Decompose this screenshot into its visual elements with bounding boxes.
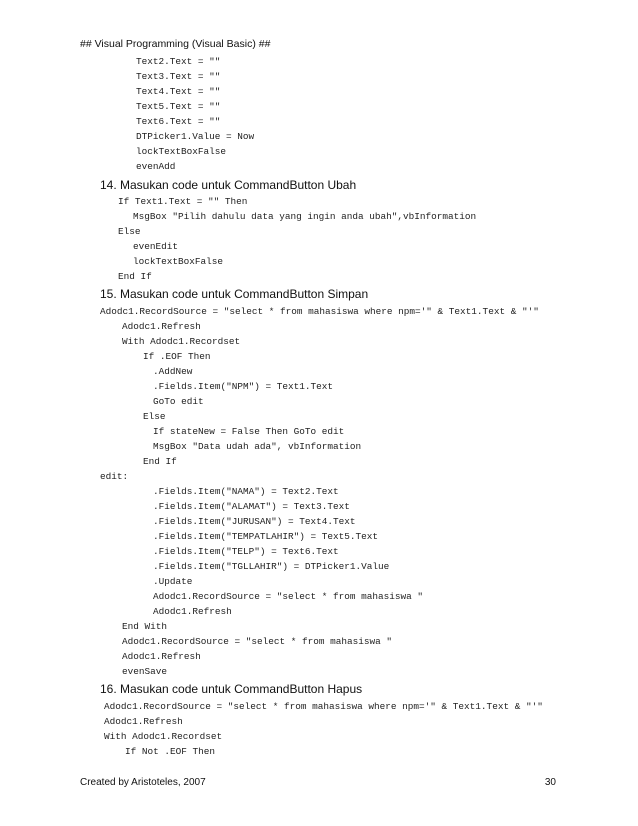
- code-line: If .EOF Then: [143, 351, 211, 362]
- section-heading-16: 16. Masukan code untuk CommandButton Hapus: [100, 682, 363, 696]
- code-line: If Text1.Text = "" Then: [118, 196, 248, 207]
- code-line: Adodc1.RecordSource = "select * from mahasiswa where npm='" & Text1.Text & "'": [100, 306, 539, 317]
- code-line: .Fields.Item("ALAMAT") = Text3.Text: [153, 501, 350, 512]
- code-line: Adodc1.Refresh: [153, 606, 232, 617]
- code-line: MsgBox "Pilih dahulu data yang ingin anda ubah",vbInformation: [133, 211, 477, 222]
- code-line: End If: [118, 271, 152, 282]
- code-line: DTPicker1.Value = Now: [136, 131, 255, 142]
- code-line: Text5.Text = "": [136, 101, 221, 112]
- code-line: .Fields.Item("NAMA") = Text2.Text: [153, 486, 339, 497]
- code-line: End With: [122, 621, 168, 632]
- section-heading-14: 14. Masukan code untuk CommandButton Ubah: [100, 178, 357, 192]
- code-line: Adodc1.Refresh: [122, 321, 201, 332]
- code-line: Adodc1.RecordSource = "select * from mahasiswa ": [153, 591, 424, 602]
- code-line: Text4.Text = "": [136, 86, 221, 97]
- code-line: lockTextBoxFalse: [136, 146, 227, 157]
- code-line: evenEdit: [133, 241, 179, 252]
- code-line: evenAdd: [136, 161, 176, 172]
- page-header: ## Visual Programming (Visual Basic) ##: [80, 38, 271, 50]
- code-line: End If: [143, 456, 177, 467]
- code-line: Adodc1.Refresh: [104, 716, 183, 727]
- code-line: GoTo edit: [153, 396, 204, 407]
- code-line: Adodc1.RecordSource = "select * from mahasiswa where npm='" & Text1.Text & "'": [104, 701, 543, 712]
- section-heading-15: 15. Masukan code untuk CommandButton Simpan: [100, 287, 369, 301]
- code-line: .Fields.Item("TELP") = Text6.Text: [153, 546, 339, 557]
- code-line: Else: [118, 226, 141, 237]
- code-line: With Adodc1.Recordset: [104, 731, 223, 742]
- page-number: 30: [544, 777, 556, 788]
- code-line: lockTextBoxFalse: [133, 256, 224, 267]
- code-line: .Fields.Item("TGLLAHIR") = DTPicker1.Value: [153, 561, 390, 572]
- code-line: Adodc1.RecordSource = "select * from mahasiswa ": [122, 636, 393, 647]
- code-line: .Fields.Item("TEMPATLAHIR") = Text5.Text: [153, 531, 379, 542]
- code-line: .Update: [153, 576, 193, 587]
- code-line: MsgBox "Data udah ada", vbInformation: [153, 441, 362, 452]
- code-line: .Fields.Item("NPM") = Text1.Text: [153, 381, 334, 392]
- code-line: Text3.Text = "": [136, 71, 221, 82]
- code-line: evenSave: [122, 666, 168, 677]
- code-line: If Not .EOF Then: [125, 746, 216, 757]
- code-line: If stateNew = False Then GoTo edit: [153, 426, 345, 437]
- code-line: With Adodc1.Recordset: [122, 336, 241, 347]
- code-line: .AddNew: [153, 366, 193, 377]
- code-line: Adodc1.Refresh: [122, 651, 201, 662]
- footer-credit: Created by Aristoteles, 2007: [80, 777, 206, 788]
- code-line: .Fields.Item("JURUSAN") = Text4.Text: [153, 516, 356, 527]
- code-line: Text2.Text = "": [136, 56, 221, 67]
- code-line: Text6.Text = "": [136, 116, 221, 127]
- code-line: Else: [143, 411, 166, 422]
- code-line: edit:: [100, 471, 129, 482]
